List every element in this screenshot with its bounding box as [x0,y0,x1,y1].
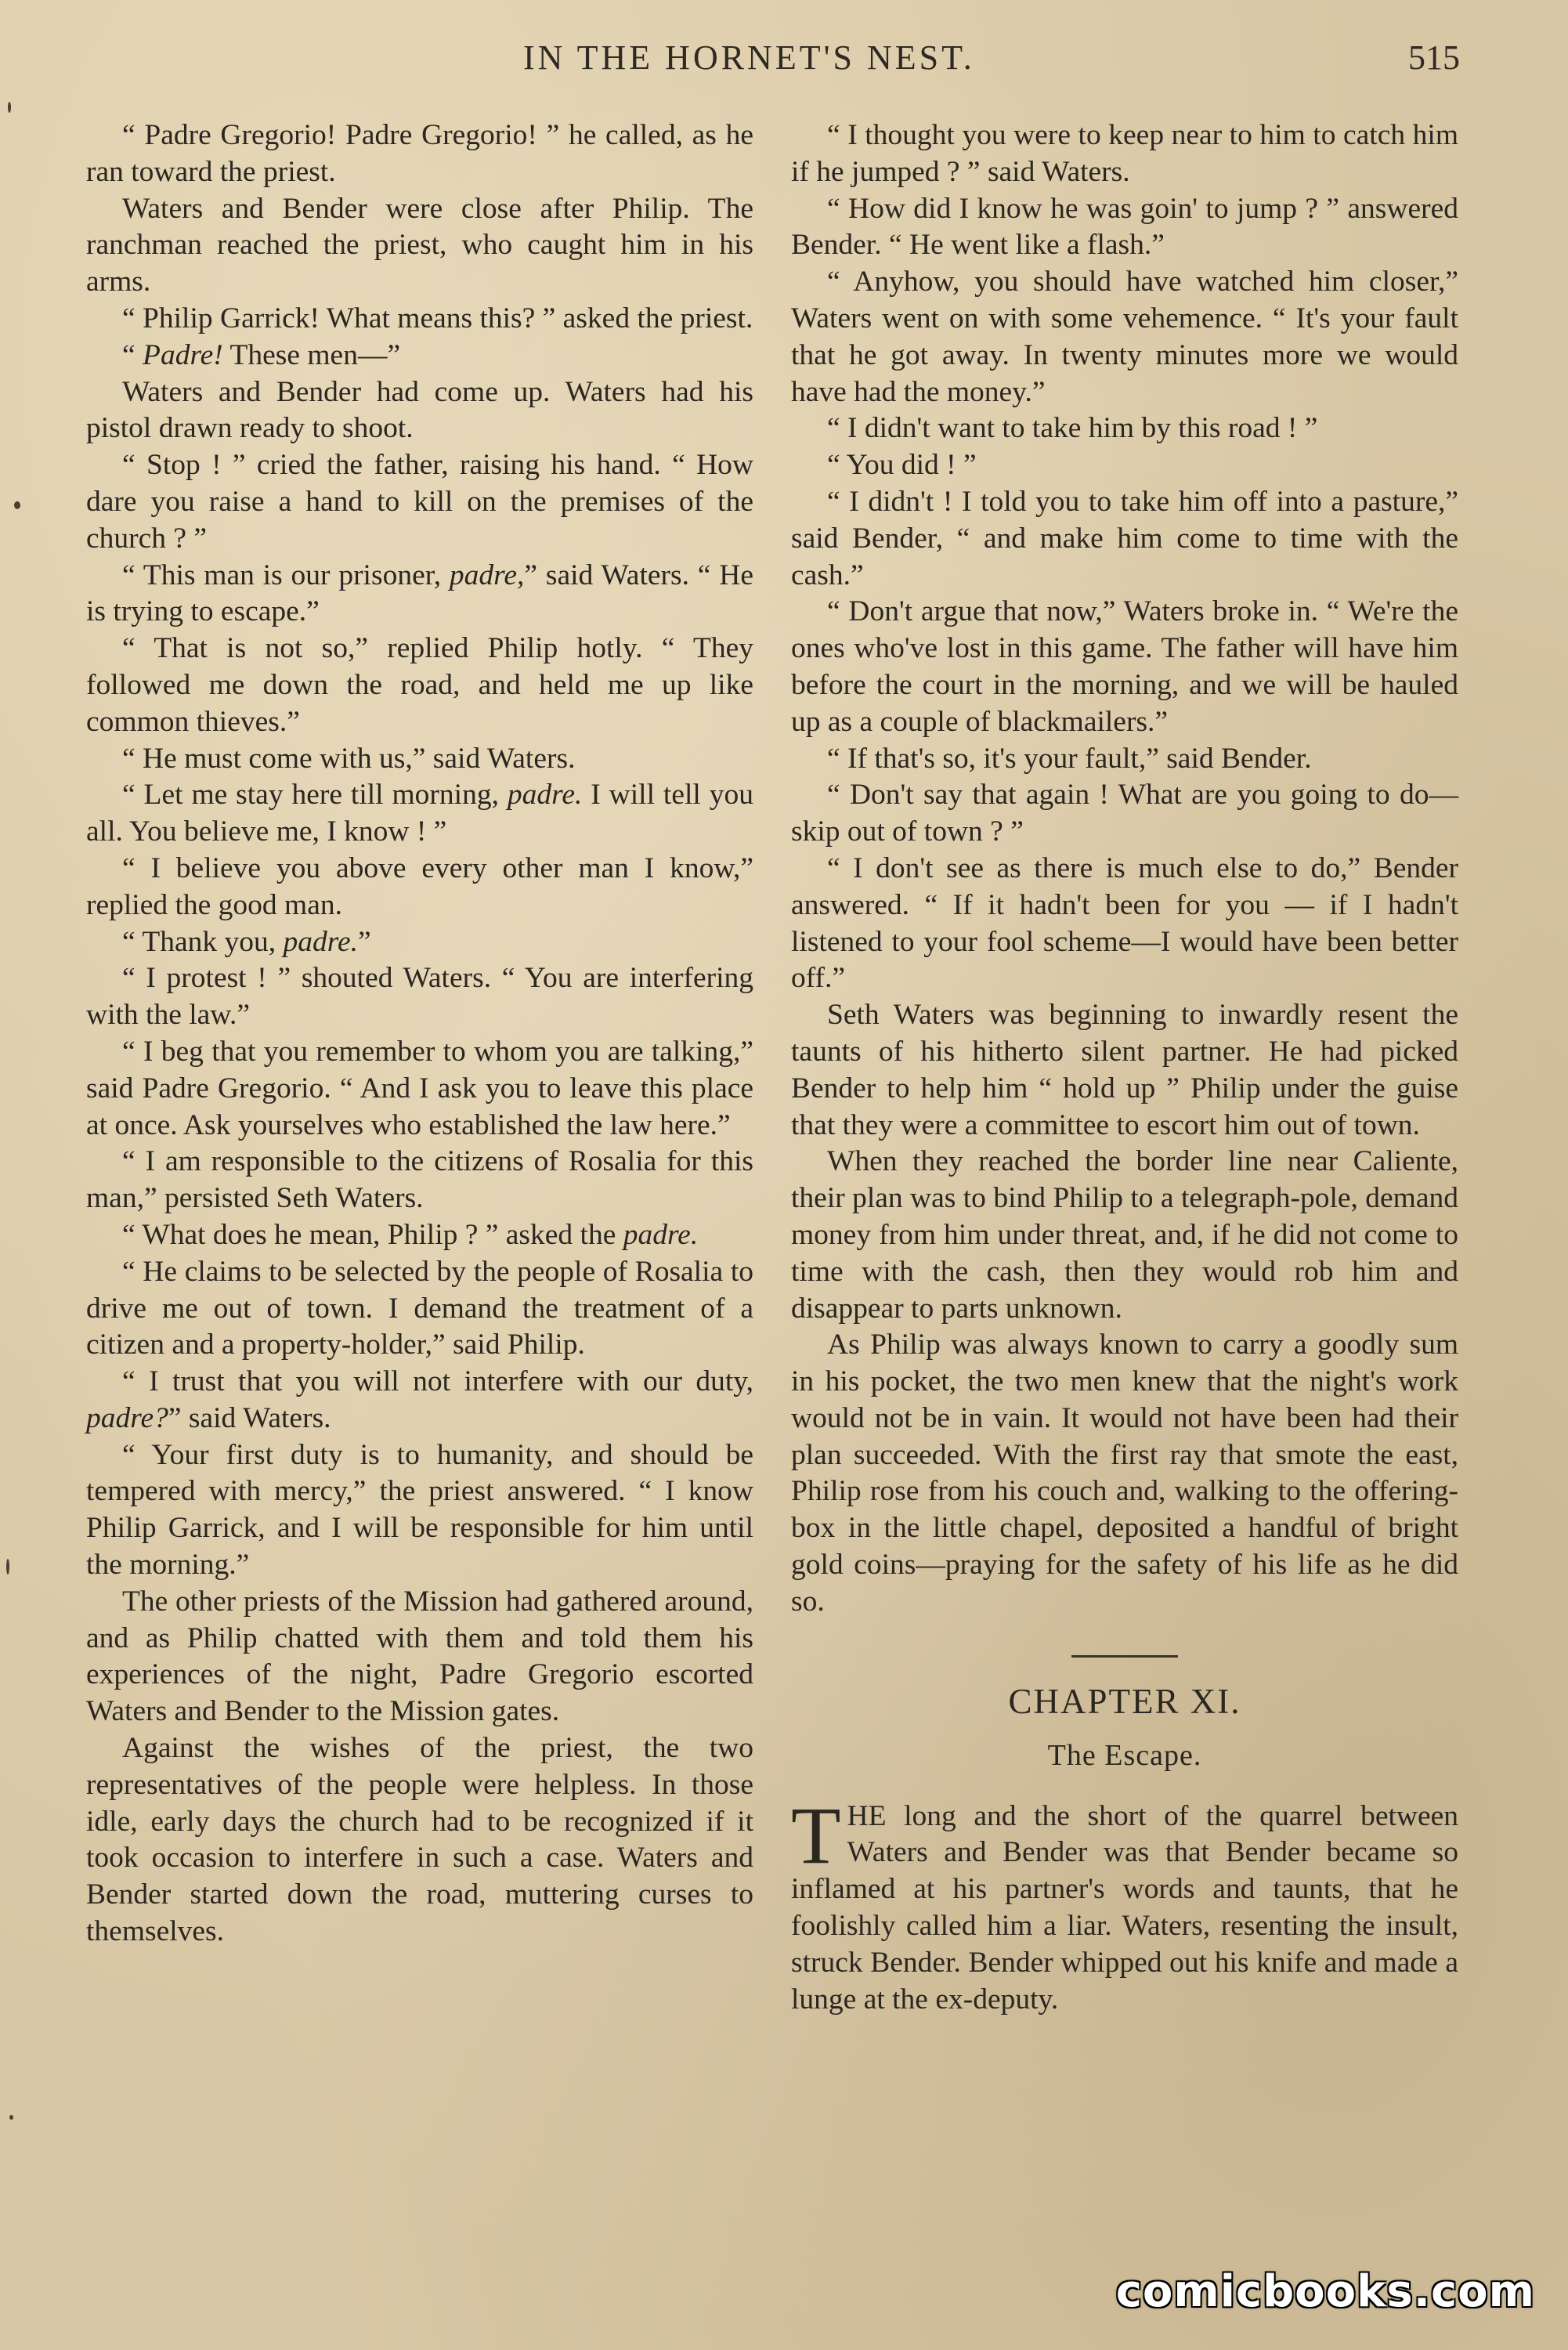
text-run: “ I believe you above every other man I know,” replied the good man. [86,851,753,921]
text-run: “ I didn't want to take him by this road ! ” [827,412,1318,445]
text-run: “ I am responsible to the citizens of Rosalia for this man,” persisted Seth Waters. [86,1145,753,1215]
paragraph [86,118,753,191]
paragraph [791,851,1458,997]
paragraph [86,338,753,374]
paragraph [86,1144,753,1217]
text-run: As Philip was always known to carry a goodly sum in his pocket, the two men knew that the night's work would not be in vain. It would not have been had their plan succeeded. With the first ray that smote the east, Philip rose from his couch and, walking to the offering-box in the little chapel, deposited a handful of bright gold coins—praying for the safety of his life as he did so. [791,1329,1458,1618]
text-run: “ Padre Gregorio! Padre Gregorio! ” he called, as he ran toward the priest. [86,119,753,188]
text-run: “ How did I know he was goin' to jump ? ” answered Bender. “ He went like a flash.” [791,192,1458,262]
italic-text: padre. [283,925,359,958]
paragraph [791,1144,1458,1327]
italic-text: padre? [86,1401,168,1434]
paragraph [791,1327,1458,1620]
text-run: ” said Waters. “ He is trying to escape.” [86,559,753,628]
chapter-title: CHAPTER XI. [1008,1681,1241,1721]
text-run: “ I protest ! ” shouted Waters. “ You are interfering with the law.” [86,962,753,1032]
text-run: “ He claims to be selected by the people of Rosalia to drive me out of town. I demand the treatment of a citizen and a property-holder,” said Philip. [86,1255,753,1361]
paragraph [86,374,753,448]
paragraph [86,558,753,631]
paragraph [86,851,753,924]
paper-speck [9,2115,13,2120]
text-run: “ Don't argue that now,” Waters broke in. “ We're the ones who've lost in this game. The father will have him before the court in the morning, and we will be hauled up as a couple of blackmailers.” [791,595,1458,738]
paper-speck [6,1559,9,1574]
paragraph [86,924,753,961]
text-run: “ He must come with us,” said Waters. [122,742,576,775]
text-run: When they reached the border line near Caliente, their plan was to bind Philip to a telegraph-pole, demand money from him under threat, and, if he did not come to time with the cash, then they would rob him and disappear to parts unknown. [791,1145,1458,1325]
text-run: I will tell you all. You believe me, I know ! ” [86,779,753,848]
text-run: “ Let me stay here till morning, [122,779,508,812]
text-run: ” said Waters. [168,1401,331,1434]
text-run: “ That is not so,” replied Philip hotly. “ They followed me down the road, and held me up like common thieves.” [86,632,753,738]
paragraph [86,1437,753,1584]
paragraph [791,191,1458,265]
paragraph [86,631,753,740]
left-column [86,118,753,1950]
text-run: “ I didn't ! I told you to take him off into a pasture,” said Bender, “ and make him come to time with the cash.” [791,485,1458,591]
right-column [791,118,1458,2018]
text-run: “ Thank you, [122,925,284,958]
paragraph [791,741,1458,778]
text-run: “ I don't see as there is much else to do,” Bender answered. “ If it hadn't been for you — if I hadn't listened to your fool scheme—I would have been better off.” [791,851,1458,995]
paragraph [86,1034,753,1144]
text-run: “ If that's so, it's your fault,” said Bender. [827,742,1312,775]
paragraph [86,777,753,851]
paragraph [791,484,1458,594]
text-run: The other priests of the Mission had gathered around, and as Philip chatted with them and told them his experiences of the night, Padre Gregorio escorted Waters and Bender to the Mission gates. [86,1585,753,1728]
page-number: 515 [1408,38,1460,77]
running-head: IN THE HORNET'S NEST. [523,38,975,77]
chapter-subtitle: The Escape. [1047,1738,1202,1772]
paragraph [86,960,753,1034]
text-run: These men—” [222,338,401,371]
paragraph [86,1584,753,1730]
paragraph [86,741,753,778]
text-run: Seth Waters was beginning to inwardly resent the taunts of his hitherto silent partner. He had picked Bender to help him “ hold up ” Philip under the guise that they were a committee to escort him out of town. [791,999,1458,1141]
paragraph [86,1217,753,1254]
chapter-opening-paragraph [791,1790,1458,2019]
text-run: “ I trust that you will not interfere with our duty, [122,1365,753,1398]
paragraph [791,997,1458,1144]
paper-speck [14,501,20,509]
text-run: ” [358,925,371,958]
chapter-opening-text: HE long and the short of the quarrel between Waters and Bender was that Bender became so inflamed at his partner's words and taunts, that he foolishly called him a liar. Waters, resenting the insult, struck Bender. Bender whipped out his knife and made a lunge at the ex-deputy. [791,1799,1458,2016]
text-run: Against the wishes of the priest, the two representatives of the people were helpless. In those idle, early days the church had to be recognized if it took occasion to interfere in such a case. Waters and Bender started down the road, muttering curses to themselves. [86,1732,753,1948]
text-run: “ Philip Garrick! What means this? ” asked the priest. [122,302,753,334]
text-run: “ I beg that you remember to whom you are talking,” said Padre Gregorio. “ And I ask you to leave this place at once. Ask yourselves who established the law here.” [86,1035,753,1141]
paragraph [791,447,1458,484]
text-run: “ Stop ! ” cried the father, raising his hand. “ How dare you raise a hand to kill on the premises of the church ? ” [86,449,753,555]
italic-text: padre. [623,1218,699,1251]
paragraph [791,264,1458,410]
italic-text: Padre! [143,338,223,371]
site-watermark: comicbooks.com [1115,2266,1535,2317]
chapter-divider-rule [1071,1655,1178,1658]
text-run: “ Your first duty is to humanity, and should be tempered with mercy,” the priest answered. “ I know Philip Garrick, and I will be responsible for him until the morning.” [86,1438,753,1582]
text-run: “ Anyhow, you should have watched him closer,” Waters went on with some vehemence. “ It's your fault that he got away. In twenty minutes more we would have had the money.” [791,266,1458,408]
italic-text: padre. [507,779,583,812]
text-run: “ You did ! ” [827,449,977,482]
paragraph [86,447,753,557]
text-run: “ I thought you were to keep near to him to catch him if he jumped ? ” said Waters. [791,119,1458,188]
paragraph [86,1730,753,1950]
paragraph [791,118,1458,191]
drop-cap: T [791,1790,841,1881]
paragraph [791,594,1458,740]
text-run: Waters and Bender were close after Philip. The ranchman reached the priest, who caught him in his arms. [86,192,753,298]
italic-text: padre, [449,559,525,591]
paragraph [86,1364,753,1437]
text-run: “ What does he mean, Philip ? ” asked the [122,1218,623,1251]
page-header [0,38,1568,85]
text-run: Waters and Bender had come up. Waters had his pistol drawn ready to shoot. [86,375,753,445]
paragraph [791,410,1458,447]
text-run: “ [122,338,143,371]
paragraph [86,191,753,301]
paragraph [86,301,753,338]
right-column-paragraphs [791,118,1458,1621]
text-run: “ This man is our prisoner, [122,559,450,591]
text-run: “ Don't say that again ! What are you going to do—skip out of town ? ” [791,779,1458,848]
paragraph [791,777,1458,851]
paragraph [86,1254,753,1364]
paper-speck [8,102,11,113]
